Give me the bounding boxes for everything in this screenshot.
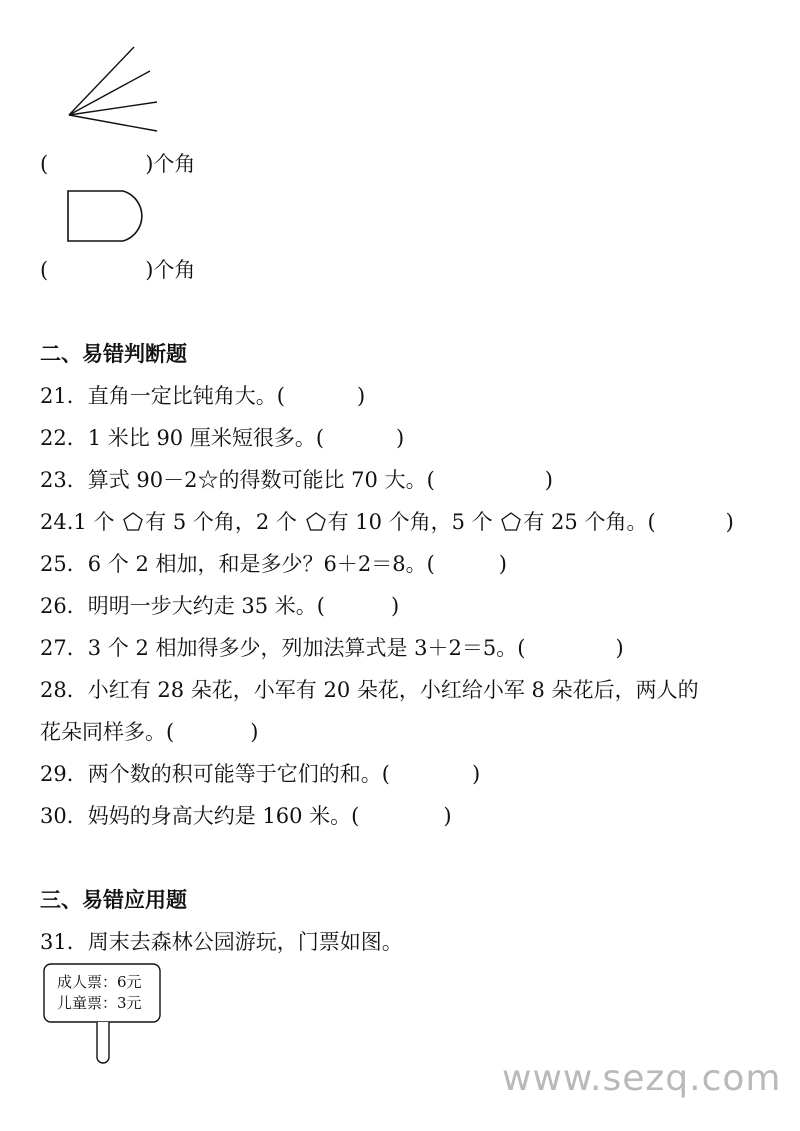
- question-26: 26．明明一步大约走 35 米。( ): [40, 594, 400, 618]
- question-30: 30．妈妈的身高大约是 160 米。( ): [40, 804, 452, 828]
- question-25: 25．6 个 2 相加，和是多少？6＋2＝8。( ): [40, 552, 507, 576]
- question-21: 21．直角一定比钝角大。( ): [40, 384, 366, 408]
- semicircle-shape: [64, 188, 156, 246]
- question-29: 29．两个数的积可能等于它们的和。( ): [40, 762, 481, 786]
- pentagon-icon: [305, 511, 327, 533]
- question-28: 28．小红有 28 朵花，小军有 20 朵花，小红给小军 8 朵花后，两人的: [40, 678, 699, 702]
- angle-suffix: )个角: [145, 152, 196, 176]
- angle-blank-2: [40, 256, 195, 284]
- question-27: 27．3 个 2 相加得多少，列加法算式是 3＋2＝5。( ): [40, 636, 624, 660]
- angle-suffix: )个角: [145, 258, 196, 282]
- pentagon-icon: [500, 511, 522, 533]
- open-paren: (: [40, 258, 49, 282]
- rays-figure: [60, 40, 170, 140]
- question-31: 31．周末去森林公园游玩，门票如图。: [40, 930, 403, 954]
- question-24: 24.1 个 有 5 个角，2 个 有 10 个角，5 个 有 25 个角。( ): [40, 510, 734, 534]
- question-23: 23．算式 90－2☆的得数可能比 70 大。( ): [40, 468, 553, 492]
- question-22: 22．1 米比 90 厘米短很多。( ): [40, 426, 405, 450]
- pentagon-icon: [122, 511, 144, 533]
- section3-title: 三、易错应用题: [40, 888, 187, 912]
- open-paren: (: [40, 152, 49, 176]
- question-28-line2: 花朵同样多。( ): [40, 720, 259, 744]
- ticket-child-price: 儿童票：3元: [57, 994, 142, 1012]
- watermark: www.sezq.com: [502, 1058, 782, 1099]
- ticket-adult-price: 成人票：6元: [57, 973, 142, 991]
- angle-blank-1: [40, 150, 195, 178]
- section2-title: 二、易错判断题: [40, 342, 187, 366]
